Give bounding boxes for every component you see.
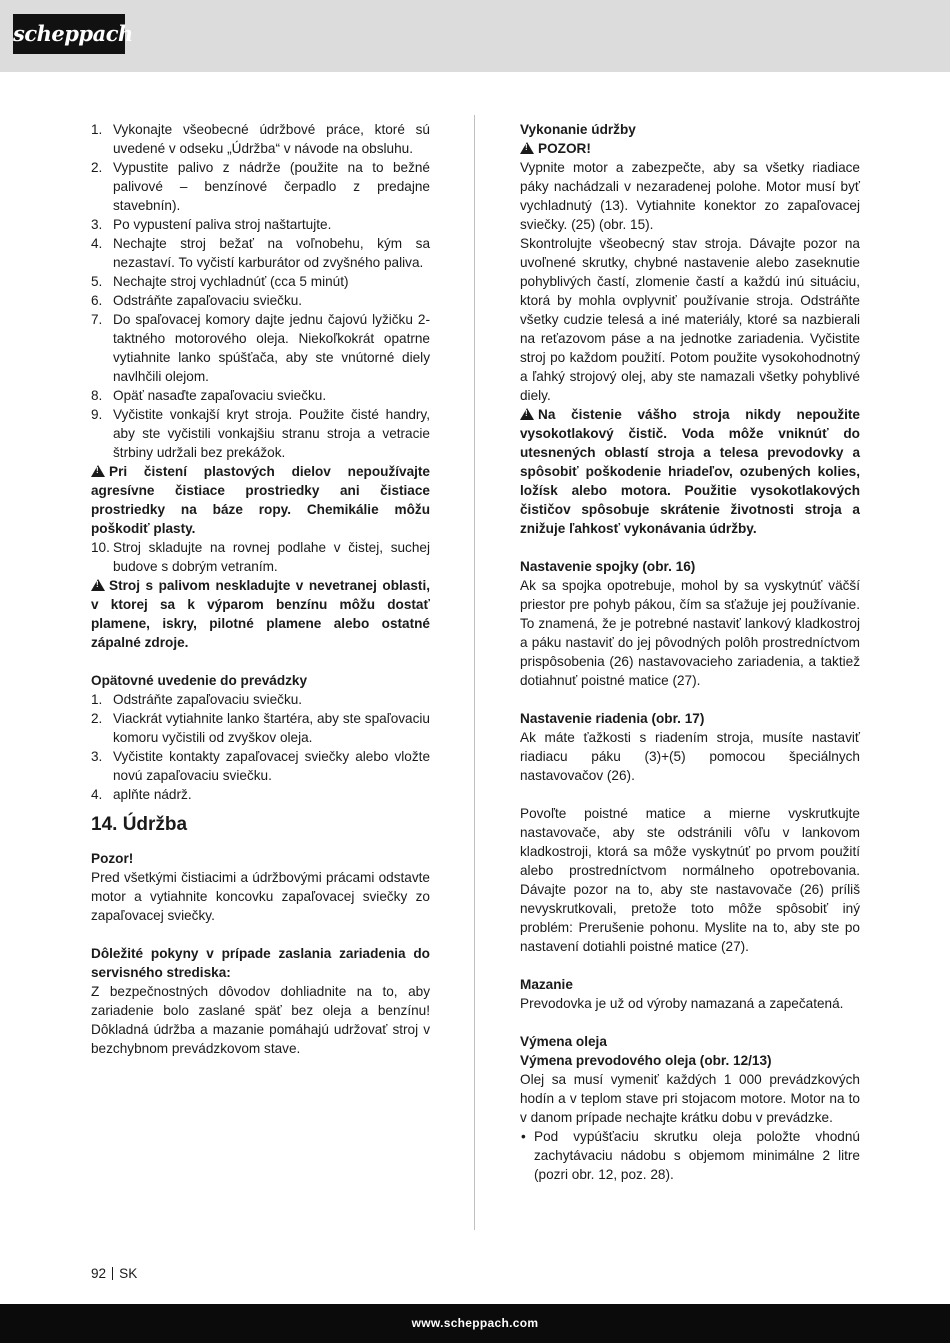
- warning-triangle-icon: [520, 408, 534, 420]
- storage-steps: [91, 120, 430, 462]
- list-item: 2. Viackrát vytiahnite lanko štartéra, aby ste spaľovaciu komoru vyčistili od zvyškov oleja.: [91, 711, 430, 745]
- service-text: Z bezpečnostných dôvodov dohliadnite na to, aby zariadenie bolo zaslané späť bez oleja a benzínu! Dôkladná údržba a mazanie pomáhajú udržovať stroj v bezchybnom prevádzkovom stave.: [91, 984, 430, 1056]
- pozor-text: Pred všetkými čistiacimi a údržbovými prácami odstavte motor a vytiahnite koncovku zapaľovacej sviečky zo zapaľovacej sviečky.: [91, 870, 430, 923]
- list-item: 8. Opäť nasaďte zapaľovaciu sviečku.: [91, 388, 327, 403]
- restart-heading: Opätovné uvedenie do prevádzky: [91, 673, 308, 688]
- list-item: 6. Odstráňte zapaľovaciu sviečku.: [91, 293, 303, 308]
- maintenance-text-1: Vypnite motor a zabezpečte, aby sa všetky riadiace páky nachádzali v nezaradenej polohe. Motor musí byť vychladnutý (13). Vytiahnite konektor zo zapaľovacej sviečky. (25) (obr. 15).: [520, 160, 860, 232]
- oil-heading: Výmena oleja: [520, 1034, 607, 1049]
- clutch-text: Ak sa spojka opotrebuje, mohol by sa vyskytnúť väčší priestor pre pohyb pákou, čím sa sťažuje jej používanie. To znamená, že je potrebné nastaviť lankový kladkostroj a páku nastaviť do jej pôvodných polôh prostredníctvom prispôsobenia (26) nastavovacieho zariadenia, a taktiež dotiahnuť poistné matice (27).: [520, 578, 860, 688]
- list-item: 1. Odstráňte zapaľovaciu sviečku.: [91, 692, 303, 707]
- lube-text: Prevodovka je už od výroby namazaná a zapečatená.: [520, 996, 844, 1011]
- right-column: [520, 120, 860, 1184]
- warning-storage: !Stroj s palivom neskladujte v nevetranej oblasti, v ktorej sa k výparom benzínu môžu dostať plamene, iskry, pilotné plamene alebo ostatné zápalné zdroje.: [91, 576, 430, 652]
- list-item: • Pod vypúšťaciu skrutku oleja položte vhodnú zachytávaciu nádobu s objemom minimálne 2 litre (pozri obr. 12, poz. 28).: [521, 1129, 860, 1182]
- list-item: 3. Vyčistite kontakty zapaľovacej sviečky alebo vložte novú zapaľovaciu sviečku.: [91, 749, 430, 783]
- maintenance-pozor: !POZOR!: [520, 139, 860, 158]
- steering-text-2: Povoľte poistné matice a mierne vyskrutkujte nastavovače, aby ste odstránili vôľu v lankovom kladkostroji, ktorá sa môže vyskytnúť po prvom použití alebo prostredníctvom normálneho opotrebovania. Dávajte pozor na to, aby ste nastavovače (26) príliš nevyskrutkovali, pretože toto môže spôsobiť iný problém: Prerušenie pohonu. Myslite na to, aby ste po nastavení dotiahli poistné matice (27).: [520, 806, 860, 954]
- list-item: 4. aplňte nádrž.: [91, 787, 192, 802]
- oil-text: Olej sa musí vymeniť každých 1 000 prevádzkových hodín a v teplom stave pri stojacom motore. Motor na to v danom prípade nechajte krátku dobu v prevádzke.: [520, 1072, 860, 1125]
- warning-pressure-washer: !Na čistenie vášho stroja nikdy nepoužite vysokotlakový čistič. Voda môže vniknúť do utesnených oblastí stroja a telesa prevodovky a spôsobiť poškodenie hriadeľov, ozubených kolies, ložísk alebo motora. Použitie vysokotlakových čističov spôsobuje skrátenie životnosti stroja a znižuje ľahkosť vykonávania údržby.: [520, 405, 860, 538]
- list-item: 1. Vykonajte všeobecné údržbové práce, ktoré sú uvedené v odseku „Údržba“ v návode na obsluhu.: [91, 122, 430, 156]
- pozor-heading: Pozor!: [91, 851, 134, 866]
- warning-triangle-icon: [520, 142, 534, 154]
- restart-steps: [91, 690, 430, 804]
- warning-plastic: !Pri čistení plastových dielov nepoužívajte agresívne čistiace prostriedky ani čistiace prostriedky na báze ropy. Chemikálie môžu poškodiť plasty.: [91, 462, 430, 538]
- maintenance-heading: Vykonanie údržby: [520, 122, 636, 137]
- list-item: 7. Do spaľovacej komory dajte jednu čajovú lyžičku 2-taktného motorového oleja. Niekoľkokrát opatrne vytiahnite lanko spúšťača, aby ste vnútorné diely navlhčili olejom.: [91, 312, 430, 384]
- page-number: 92 SK: [91, 1266, 138, 1281]
- warning-triangle-icon: [91, 579, 105, 591]
- header-band: [0, 0, 950, 72]
- warning-triangle-icon: [91, 465, 105, 477]
- list-item: 5. Nechajte stroj vychladnúť (cca 5 minút): [91, 274, 349, 289]
- clutch-heading: Nastavenie spojky (obr. 16): [520, 559, 696, 574]
- list-item: 9. Vyčistite vonkajší kryt stroja. Použite čisté handry, aby ste vyčistili vonkajšiu stranu stroja a vetracie štrbiny udržali bez prekážok.: [91, 407, 430, 460]
- list-item: 10. Stroj skladujte na rovnej podlahe v čistej, suchej budove s dobrým vetraním.: [91, 540, 430, 574]
- column-divider: [474, 115, 475, 1230]
- oil-subheading: Výmena prevodového oleja (obr. 12/13): [520, 1053, 772, 1068]
- list-item: 2. Vypustite palivo z nádrže (použite na to bežné palivové – benzínové čerpadlo z predajne stavebnín).: [91, 160, 430, 213]
- left-column: [91, 120, 430, 1058]
- section-title: 14. Údržba: [91, 814, 188, 835]
- list-item: 3. Po vypustení paliva stroj naštartujte.: [91, 217, 332, 232]
- service-heading: Dôležité pokyny v prípade zaslania zariadenia do servisného strediska:: [91, 946, 430, 980]
- steering-text-1: Ak máte ťažkosti s riadením stroja, musíte nastaviť riadiacu páku (3)+(5) pomocou špeciálnych nastavovačov (26).: [520, 730, 860, 783]
- scheppach-logo: scheppach: [13, 14, 125, 54]
- lube-heading: Mazanie: [520, 977, 573, 992]
- website-link[interactable]: www.scheppach.com: [411, 1316, 539, 1330]
- maintenance-text-2: Skontrolujte všeobecný stav stroja. Dávajte pozor na uvoľnené skrutky, chybné nastavenie alebo zaseknutie pohyblivých častí, zlomenie častí a každú inú situáciu, ktorá by mohla ovplyvniť používanie stroja. Odstráňte všetky cudzie telesá a iné materiály, ktoré sa nazbierali na reťazovom páse a na jednotke zariadenia. Vyčistite stroj po každom použití. Potom použite vysokohodnotný a ľahký strojový olej, aby ste namazali všetky pohyblivé diely.: [520, 236, 860, 403]
- footer-band: [0, 1304, 950, 1343]
- list-item: 4. Nechajte stroj bežať na voľnobehu, kým sa nezastaví. To vyčistí karburátor od zvyšného paliva.: [91, 236, 430, 270]
- steering-heading: Nastavenie riadenia (obr. 17): [520, 711, 705, 726]
